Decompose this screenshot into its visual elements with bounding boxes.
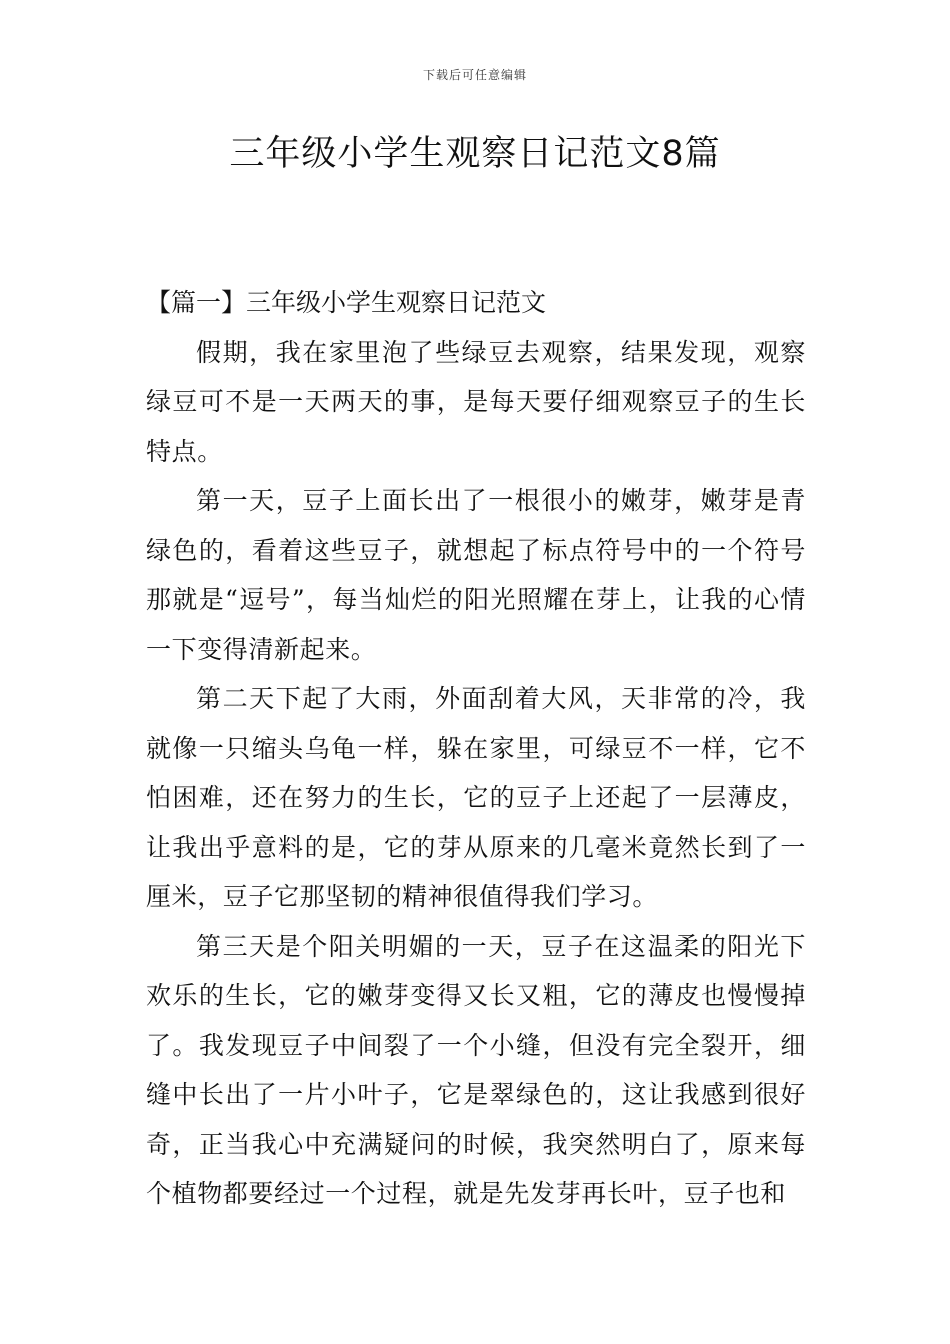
header-note: 下载后可任意编辑 [422, 68, 527, 82]
document-title: 三年级小学生观察日记范文8篇 [229, 134, 721, 174]
section-heading: 【篇一】三年级小学生观察日记范文 [146, 288, 547, 317]
paragraph-day-three: 第三天是个阳关明媚的一天，豆子在这温柔的阳光下欢乐的生长，它的嫩芽变得又长又粗，它的薄皮也慢慢掉了。我发现豆子中间裂了一个小缝，但没有完全裂开，细缝中长出了一片小叶子，它是翠绿色的，这让我感到很好奇，正当我心中充满疑问的时候，我突然明白了，原来每个植物都要经过一个过程，就是先发芽再长叶，豆子也和 [146, 931, 806, 1208]
paragraph-intro: 假期，我在家里泡了些绿豆去观察，结果发现，观察绿豆可不是一天两天的事，是每天要仔细观察豆子的生长特点。 [146, 337, 806, 466]
paragraph-day-two: 第二天下起了大雨，外面刮着大风，天非常的冷，我就像一只缩头乌龟一样，躲在家里，可绿豆不一样，它不怕困难，还在努力的生长，它的豆子上还起了一层薄皮，让我出乎意料的是，它的芽从原来的几毫米竟然长到了一厘米，豆子它那坚韧的精神很值得我们学习。 [146, 684, 806, 911]
document-body [146, 278, 806, 1219]
paragraph-day-one: 第一天，豆子上面长出了一根很小的嫩芽，嫩芽是青绿色的，看着这些豆子，就想起了标点符号中的一个符号那就是“逗号”，每当灿烂的阳光照耀在芽上，让我的心情一下变得清新起来。 [146, 486, 806, 664]
